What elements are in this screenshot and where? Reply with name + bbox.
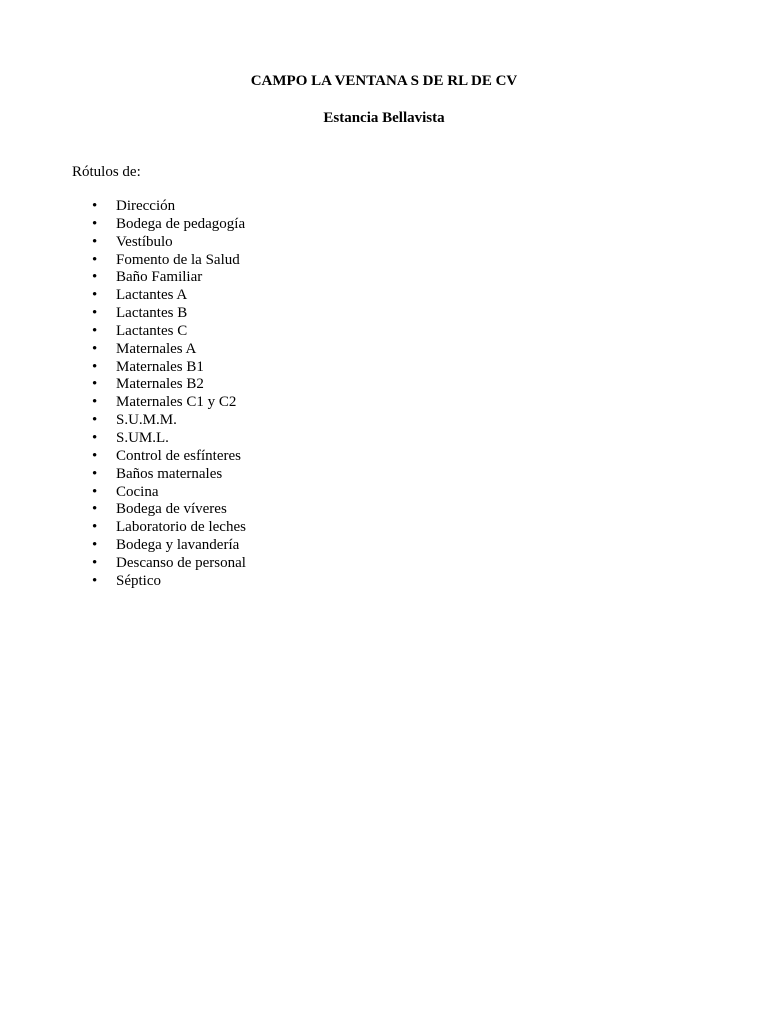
list-item-label: Lactantes A xyxy=(116,287,188,304)
list-item-label: S.U.M.M. xyxy=(116,412,177,429)
list-item-label: Fomento de la Salud xyxy=(116,251,240,268)
bullet-icon: • xyxy=(92,322,98,339)
list-item-label: Maternales C1 y C2 xyxy=(116,394,237,411)
list-item-label: Laboratorio de leches xyxy=(116,519,246,536)
list-intro: Rótulos de: xyxy=(72,164,141,180)
bullet-icon: • xyxy=(92,483,98,500)
bullet-icon: • xyxy=(92,251,98,268)
list-item-label: Control de esfínteres xyxy=(116,447,241,464)
bullet-icon: • xyxy=(92,358,98,375)
list-item-label: Séptico xyxy=(116,572,161,589)
bullet-icon: • xyxy=(92,198,98,214)
bullet-icon: • xyxy=(92,465,98,482)
bullet-icon: • xyxy=(92,412,98,429)
list-item-label: Bodega de pedagogía xyxy=(116,215,246,232)
bullet-icon: • xyxy=(92,376,98,393)
bullet-icon: • xyxy=(92,305,98,322)
list-item-label: Cocina xyxy=(116,483,159,500)
list-item-label: Bodega de víveres xyxy=(116,501,227,518)
list-item-label: Lactantes C xyxy=(116,322,188,339)
bullet-icon: • xyxy=(92,394,98,411)
bullet-icon: • xyxy=(92,269,98,286)
bullet-icon: • xyxy=(92,519,98,536)
list-item-label: Dirección xyxy=(116,198,176,214)
bullet-icon: • xyxy=(92,501,98,518)
list-item-label: Baño Familiar xyxy=(116,269,203,286)
list-item-label: Baños maternales xyxy=(116,465,223,482)
list-item-label: Vestíbulo xyxy=(116,233,173,250)
bullet-icon: • xyxy=(92,537,98,554)
bullet-icon: • xyxy=(92,429,98,446)
list-item-label: Lactantes B xyxy=(116,305,188,322)
bullet-icon: • xyxy=(92,233,98,250)
document-title: CAMPO LA VENTANA S DE RL DE CV xyxy=(250,73,518,89)
list-item-label: S.UM.L. xyxy=(116,429,169,446)
bullet-icon: • xyxy=(92,572,98,589)
list-item-label: Maternales B1 xyxy=(116,358,204,375)
bullet-icon: • xyxy=(92,215,98,232)
list-item-label: Maternales A xyxy=(116,340,197,357)
bullet-icon: • xyxy=(92,447,98,464)
document-subtitle: Estancia Bellavista xyxy=(323,110,445,126)
bullet-icon: • xyxy=(92,287,98,304)
bullet-icon: • xyxy=(92,554,98,571)
bullet-icon: • xyxy=(92,340,98,357)
list-item-label: Descanso de personal xyxy=(116,554,246,571)
list-item-label: Maternales B2 xyxy=(116,376,204,393)
list-item-label: Bodega y lavandería xyxy=(116,537,240,554)
